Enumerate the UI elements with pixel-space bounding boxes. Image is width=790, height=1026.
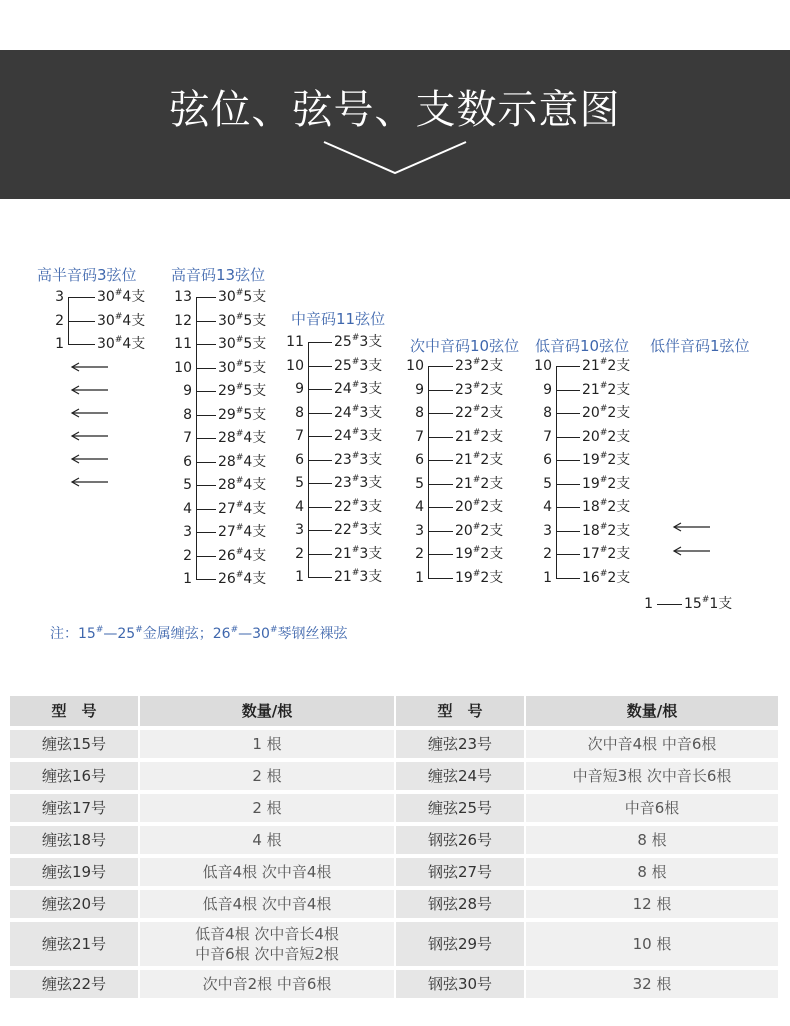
string-position-number: 2 [415,546,424,562]
table-row [10,826,780,858]
string-position-number: 8 [183,406,192,423]
table-cell: 次中音4根 中音6根 [526,730,780,762]
string-position-number: 4 [543,499,552,515]
string-position-number: 6 [415,452,424,468]
string-position-number: 11 [286,334,304,350]
string-tick [556,460,580,461]
string-tick [196,462,216,463]
table-cell: 2 根 [140,762,396,794]
table-row [10,970,780,1002]
string-tick [308,366,332,367]
string-position-number: 3 [295,522,304,538]
arrow-left-icon [70,407,110,419]
string-position-number: 8 [543,405,552,421]
string-spec: 23#3支 [334,474,383,491]
string-tick [308,577,332,578]
string-position-number: 7 [415,428,424,445]
string-tick [308,436,332,437]
string-position-number: 2 [295,545,304,562]
string-tick [308,507,332,508]
string-position-number: 5 [295,475,304,491]
string-spec: 26#4支 [218,546,267,564]
string-position-number: 6 [183,453,192,470]
string-position-number: 7 [295,428,304,444]
string-tick [428,578,453,579]
footnote: 注：15#—25#金属缠弦；26#—30#琴钢丝裸弦 [50,625,348,642]
string-position-number: 2 [183,547,192,564]
string-position-number: 5 [543,475,552,492]
string-tick [428,531,453,532]
string-position-number: 9 [543,381,552,398]
table-cell: 缠弦18号 [10,826,140,858]
group-label: 次中音码10弦位 [410,337,520,355]
string-position-number: 10 [534,358,552,374]
string-stem [556,366,557,578]
string-tick [196,532,216,533]
string-position-number: 1 [295,569,304,585]
string-tick [68,344,95,345]
group-label: 高音码13弦位 [171,266,266,284]
table-cell: 32 根 [526,970,780,1002]
string-position-number: 1 [415,569,424,586]
string-spec: 21#3支 [334,544,383,562]
string-position-number: 9 [295,381,304,397]
string-position-number: 6 [543,452,552,468]
string-tick [68,297,95,298]
string-spec: 23#3支 [334,450,383,468]
string-position-number: 1 [543,569,552,586]
string-position-number: 9 [415,381,424,398]
string-spec: 23#2支 [455,380,504,398]
table-row [10,762,780,794]
string-tick [68,321,95,322]
string-tick [556,531,580,532]
string-spec: 28#4支 [218,429,267,446]
table-header-cell: 数量/根 [140,696,396,730]
table-cell: 缠弦22号 [10,970,140,1002]
table-cell: 中音短3根 次中音长6根 [526,762,780,794]
table-cell: 缠弦25号 [396,794,526,826]
string-position-number: 10 [286,357,304,374]
string-spec: 22#3支 [334,521,383,538]
table-cell: 钢弦29号 [396,922,526,970]
string-spec: 27#4支 [218,499,267,517]
table-cell: 中音6根 [526,794,780,826]
table-cell: 缠弦24号 [396,762,526,794]
string-spec: 24#3支 [334,380,383,397]
string-spec: 15#1支 [684,595,733,612]
string-position-number: 12 [174,312,192,329]
string-tick [556,413,580,414]
string-tick [428,460,453,461]
string-tick [196,485,216,486]
table-cell: 缠弦23号 [396,730,526,762]
string-tick [308,342,332,343]
string-position-number: 1 [55,336,64,352]
string-tick [308,554,332,555]
arrow-left-icon [70,384,110,396]
string-position-number: 13 [174,289,192,305]
string-position-number: 10 [406,358,424,374]
string-spec: 30#5支 [218,335,267,352]
string-position-number: 3 [55,289,64,305]
arrow-left-icon [70,430,110,442]
string-position-number: 9 [183,383,192,399]
string-position-diagram [0,255,790,665]
string-spec: 22#3支 [334,497,383,515]
string-position-number: 8 [415,405,424,421]
chevron-down-icon [322,140,468,176]
string-spec: 27#4支 [218,523,267,540]
string-tick [556,390,580,391]
string-position-number: 1 [644,596,653,612]
string-position-number: 7 [183,430,192,446]
string-spec: 20#2支 [455,498,504,515]
string-stem [428,366,429,578]
string-position-number: 2 [55,312,64,329]
string-tick [657,604,682,605]
table-cell: 钢弦26号 [396,826,526,858]
table-cell: 低音4根 次中音4根 [140,858,396,890]
table-cell: 8 根 [526,826,780,858]
group-label: 低音码10弦位 [535,337,630,355]
arrow-left-icon [70,453,110,465]
group-label: 高半音码3弦位 [37,266,137,284]
table-cell: 1 根 [140,730,396,762]
string-spec: 19#2支 [455,568,504,586]
string-tick [196,579,216,580]
string-tick [196,509,216,510]
string-spec: 21#2支 [455,474,504,492]
group-label: 中音码11弦位 [291,310,386,328]
arrow-left-icon [70,476,110,488]
string-spec: 30#4支 [97,335,146,352]
string-position-number: 3 [415,522,424,539]
string-tick [196,321,216,322]
string-spec: 29#5支 [218,405,267,423]
string-spec: 24#3支 [334,427,383,444]
string-position-number: 4 [415,499,424,515]
string-quantity-table [10,696,780,1002]
string-position-number: 1 [183,571,192,587]
string-spec: 29#5支 [218,382,267,399]
string-spec: 21#3支 [334,568,383,585]
table-cell: 钢弦28号 [396,890,526,922]
string-position-number: 2 [543,546,552,562]
string-spec: 19#2支 [582,474,631,492]
string-spec: 28#4支 [218,452,267,470]
string-tick [556,437,580,438]
table-header-cell: 型 号 [396,696,526,730]
string-position-number: 4 [295,498,304,515]
table-row [10,858,780,890]
string-position-number: 8 [295,404,304,421]
string-spec: 19#2支 [582,451,631,468]
string-tick [428,507,453,508]
string-tick [196,368,216,369]
string-position-number: 7 [543,428,552,445]
table-header-cell: 数量/根 [526,696,780,730]
string-spec: 25#3支 [334,333,383,350]
table-cell: 缠弦21号 [10,922,140,970]
string-tick [428,413,453,414]
arrow-left-icon [70,361,110,373]
string-tick [428,366,453,367]
string-spec: 18#2支 [582,498,631,515]
table-cell: 次中音2根 中音6根 [140,970,396,1002]
table-cell: 2 根 [140,794,396,826]
string-spec: 19#2支 [455,545,504,562]
string-spec: 17#2支 [582,545,631,562]
table-cell: 8 根 [526,858,780,890]
string-position-number: 3 [183,524,192,540]
string-spec: 21#2支 [582,357,631,374]
string-spec: 25#3支 [334,356,383,374]
string-position-number: 6 [295,451,304,468]
table-row [10,730,780,762]
string-position-number: 5 [415,475,424,492]
string-tick [308,530,332,531]
table-row [10,922,780,970]
string-spec: 18#2支 [582,521,631,539]
group-label: 低伴音码1弦位 [650,337,750,355]
string-spec: 21#2支 [455,427,504,445]
string-tick [196,297,216,298]
string-tick [556,554,580,555]
string-tick [196,415,216,416]
string-tick [428,390,453,391]
string-tick [556,578,580,579]
table-header-cell: 型 号 [10,696,140,730]
page-title: 弦位、弦号、支数示意图 [169,87,621,133]
table-row [10,890,780,922]
string-tick [556,366,580,367]
string-spec: 30#5支 [218,311,267,329]
table-cell: 低音4根 次中音长4根 中音6根 次中音短2根 [140,922,396,970]
table-header-row [10,696,780,730]
table-cell: 缠弦19号 [10,858,140,890]
table-cell: 钢弦27号 [396,858,526,890]
string-spec: 23#2支 [455,357,504,374]
string-tick [196,344,216,345]
string-spec: 24#3支 [334,403,383,421]
string-spec: 22#2支 [455,404,504,421]
string-tick [308,483,332,484]
string-tick [556,507,580,508]
table-cell: 低音4根 次中音4根 [140,890,396,922]
string-spec: 30#5支 [218,358,267,376]
string-spec: 26#4支 [218,570,267,587]
string-position-number: 3 [543,522,552,539]
string-tick [308,389,332,390]
string-tick [308,413,332,414]
arrow-left-icon [672,545,712,557]
arrow-left-icon [672,521,712,533]
string-tick [308,460,332,461]
string-tick [428,484,453,485]
string-spec: 30#4支 [97,288,146,305]
string-tick [428,554,453,555]
table-cell: 缠弦17号 [10,794,140,826]
table-cell: 缠弦16号 [10,762,140,794]
string-tick [428,437,453,438]
string-position-number: 11 [174,336,192,352]
string-spec: 30#4支 [97,311,146,329]
string-tick [196,391,216,392]
string-spec: 20#2支 [582,427,631,445]
string-spec: 16#2支 [582,568,631,586]
table-cell: 缠弦15号 [10,730,140,762]
string-position-number: 4 [183,500,192,517]
table-cell: 12 根 [526,890,780,922]
string-tick [196,556,216,557]
string-spec: 20#2支 [455,521,504,539]
table-cell: 4 根 [140,826,396,858]
string-spec: 21#2支 [455,451,504,468]
string-position-number: 10 [174,359,192,376]
string-spec: 28#4支 [218,476,267,493]
string-spec: 21#2支 [582,380,631,398]
table-cell: 10 根 [526,922,780,970]
string-tick [196,438,216,439]
table-row [10,794,780,826]
string-position-number: 5 [183,477,192,493]
table-cell: 钢弦30号 [396,970,526,1002]
string-spec: 20#2支 [582,404,631,421]
table-cell: 缠弦20号 [10,890,140,922]
string-tick [556,484,580,485]
string-spec: 30#5支 [218,288,267,305]
